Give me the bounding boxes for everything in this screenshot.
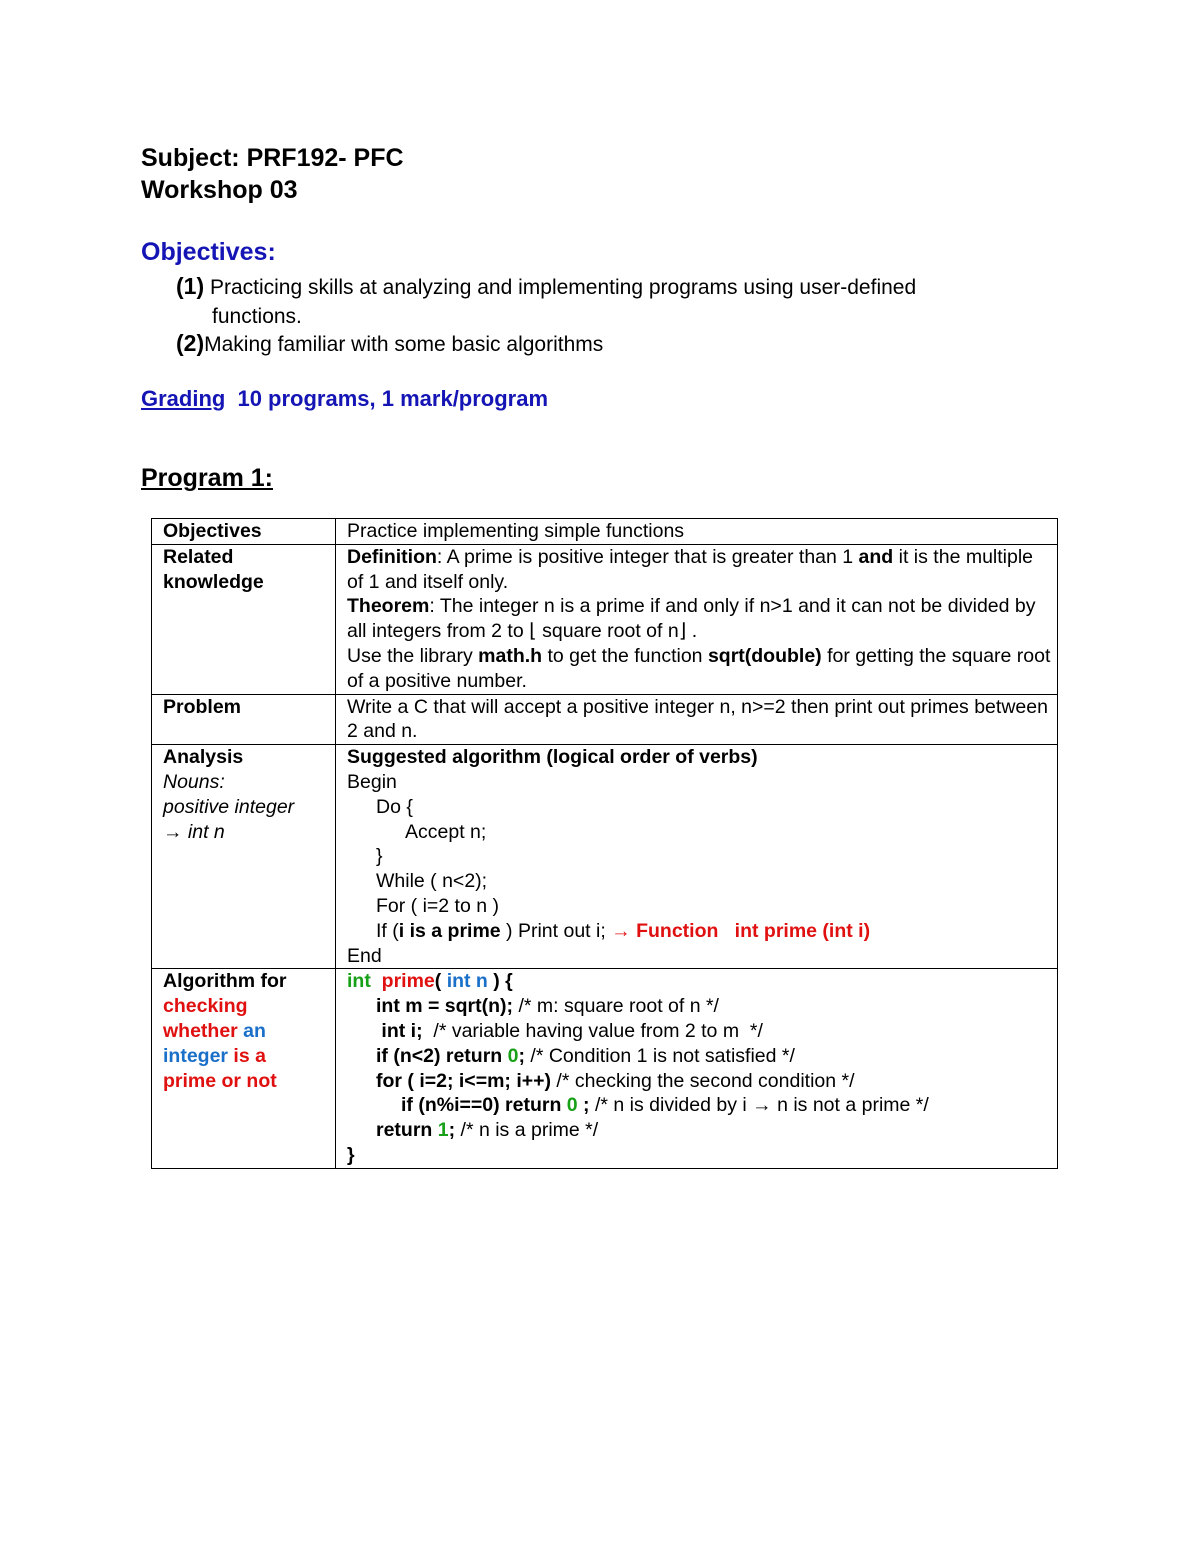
code-text: ; (518, 1044, 525, 1067)
table-row-problem (152, 694, 1058, 745)
code-comment: /* m: square root of n */ (513, 995, 719, 1018)
code-condition: i is a prime (398, 919, 501, 942)
code-number: 0 (566, 1094, 578, 1117)
row-content (336, 544, 1058, 694)
row-label (152, 969, 336, 1168)
arrow-icon: → (611, 919, 631, 942)
code-text: return (376, 1119, 438, 1142)
definition-text: it is the multiple of 1 and itself only. (347, 545, 1034, 593)
nouns-label: Nouns: (163, 770, 225, 793)
code-line (347, 1118, 1051, 1143)
table-row-related-knowledge (152, 544, 1058, 694)
row-content: Write a C that will accept a positive integer n, n>=2 then print out primes between 2 and n. (336, 694, 1058, 745)
objective-text-continued: functions. (212, 305, 302, 328)
code-comment: /* n is divided by i (589, 1094, 753, 1117)
code-comment: /* n is a prime */ (455, 1119, 599, 1142)
library-paragraph (347, 644, 1051, 694)
label-line (163, 1044, 335, 1069)
row-content (336, 969, 1058, 1168)
row-label: Objectives (152, 519, 336, 545)
function-name: sqrt(double) (707, 644, 822, 667)
definition-label: Definition (347, 545, 437, 568)
code-line (347, 994, 1051, 1019)
library-name: math.h (478, 644, 543, 667)
definition-paragraph (347, 545, 1051, 595)
noun-text: positive integer (163, 795, 295, 818)
code-text: If ( (376, 919, 399, 942)
algorithm-line: } (376, 845, 383, 868)
algorithm-heading: Suggested algorithm (logical order of verbs) (347, 746, 758, 769)
code-keyword: int (347, 970, 371, 993)
algorithm-line: Do { (376, 795, 413, 818)
code-text: ( (434, 970, 447, 993)
code-line (347, 1019, 1051, 1044)
row-label: Problem (152, 694, 336, 745)
code-line (347, 1044, 1051, 1069)
table-row-algorithm (152, 969, 1058, 1168)
definition-text: : A prime is positive integer that is greater than 1 (436, 545, 859, 568)
theorem-label: Theorem (347, 595, 430, 618)
code-line (347, 1093, 1051, 1118)
code-param: int n (446, 970, 488, 993)
code-line (347, 969, 1051, 994)
grading-label: Grading (141, 386, 226, 411)
label-word: integer (163, 1044, 229, 1067)
code-line (347, 1069, 1051, 1094)
table-row-objectives (152, 519, 1058, 545)
code-comment: n is not a prime */ (771, 1094, 929, 1117)
arrow-icon: → (752, 1094, 772, 1117)
row-content: Practice implementing simple functions (336, 519, 1058, 545)
objectives-heading: Objectives: (141, 238, 276, 266)
code-number: 0 (507, 1044, 519, 1067)
algorithm-line (347, 919, 1051, 944)
code-comment: /* checking the second condition */ (551, 1069, 855, 1092)
code-text: ; (577, 1094, 590, 1117)
grading-line (141, 384, 548, 414)
code-comment: /* variable having value from 2 to m */ (422, 1019, 763, 1042)
algorithm-line: While ( n<2); (376, 870, 488, 893)
function-signature: Function int prime (int i) (630, 919, 871, 942)
objective-text: Making familiar with some basic algorithms (204, 333, 604, 356)
code-text: if (n%i==0) return (401, 1094, 567, 1117)
subject-title: Subject: PRF192- PFC (141, 144, 404, 172)
objective-item-1 (176, 272, 1036, 331)
row-label (152, 745, 336, 969)
label-line: checking (163, 995, 248, 1018)
label-word: an (237, 1019, 266, 1042)
algorithm-line: Begin (347, 770, 397, 793)
code-text: ) Print out i; (500, 919, 612, 942)
label-line: Analysis (163, 746, 244, 769)
label-word: whether (163, 1019, 238, 1042)
row-label (152, 544, 336, 694)
code-comment: /* Condition 1 is not satisfied */ (525, 1044, 795, 1067)
objective-text: Practicing skills at analyzing and implementing programs using user-defined (204, 276, 917, 299)
program-title: Program 1: (141, 464, 273, 492)
label-line: Related (163, 545, 234, 568)
label-line: prime or not (163, 1069, 277, 1092)
algorithm-line: Accept n; (405, 820, 487, 843)
objective-number: (1) (176, 273, 205, 299)
theorem-text: : The integer n is a prime if and only if n>1 and it can not be divided by all integers from 2 to ⌊ square root of n⌋ . (347, 595, 1036, 643)
definition-and: and (858, 545, 894, 568)
library-text: for getting the square root of a positive number. (347, 644, 1051, 692)
code-text: ; (448, 1119, 456, 1142)
code-text: ) { (487, 970, 513, 993)
code-line: } (347, 1143, 355, 1166)
code-text: for ( i=2; i<=m; i++) (376, 1069, 552, 1092)
noun-mapping (163, 820, 335, 845)
library-text: Use the library (347, 644, 479, 667)
code-function-name: prime (370, 970, 435, 993)
code-text: if (n<2) return (376, 1044, 508, 1067)
label-line (163, 1019, 335, 1044)
arrow-icon: → (163, 820, 183, 843)
row-content (336, 745, 1058, 969)
code-text: int m = sqrt(n); (376, 995, 514, 1018)
theorem-paragraph (347, 594, 1051, 644)
workshop-title: Workshop 03 (141, 176, 298, 204)
objective-number: (2) (176, 330, 205, 356)
algorithm-line: For ( i=2 to n ) (376, 894, 499, 917)
label-line: Algorithm for (163, 970, 287, 993)
grading-text: 10 programs, 1 mark/program (237, 386, 549, 411)
code-text: int i; (376, 1019, 423, 1042)
algorithm-line: End (347, 944, 382, 967)
label-line: knowledge (163, 570, 264, 593)
code-number: 1 (437, 1119, 449, 1142)
library-text: to get the function (542, 644, 708, 667)
objective-item-2 (176, 329, 603, 359)
program-table (151, 518, 1058, 1169)
table-row-analysis (152, 745, 1058, 969)
label-word: is a (228, 1044, 266, 1067)
noun-type: int n (182, 820, 225, 843)
